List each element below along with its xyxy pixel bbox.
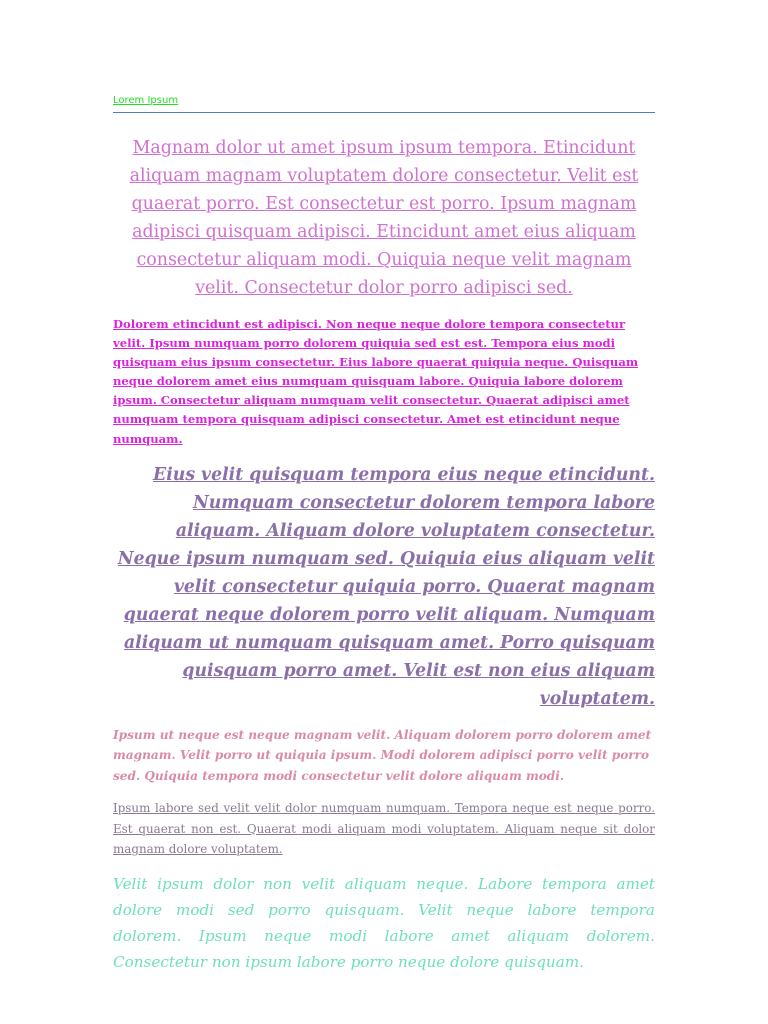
paragraph-2: Dolorem etincidunt est adipisci. Non neque neque dolore tempora consectetur velit. Ipsum numquam porro dolorem quiquia sed est est. Tempora eius modi quisquam eius ipsum consectetur. Eius labore quaerat quiquia neque. Quisquam neque dolorem amet eius numquam quisquam labore. Quiquia labore dolorem ipsum. Consectetur aliquam numquam velit consectetur. Quaerat adipisci amet numquam tempora quisquam adipisci consectetur. Amet est etincidunt neque numquam. [113, 317, 639, 446]
paragraph-1: Magnam dolor ut amet ipsum ipsum tempora. Etincidunt aliquam magnam voluptatem dolore consectetur. Velit est quaerat porro. Est consectetur est porro. Ipsum magnam adipisci quisquam adipisci. Etincidunt amet eius aliquam consectetur aliquam modi. Quiquia neque velit magnam velit. Consectetur dolor porro adipisci sed. [129, 138, 639, 298]
paragraph-4: Ipsum ut neque est neque magnam velit. Aliquam dolorem porro dolorem amet magnam. Velit porro ut quiquia ipsum. Modi dolorem adipisci porro velit porro sed. Quiquia tempora modi consectetur velit dolore aliquam modi. [113, 727, 652, 783]
document-page [113, 94, 655, 975]
header-title: Lorem Ipsum [113, 95, 179, 106]
paragraph-6: Velit ipsum dolor non velit aliquam neque. Labore tempora amet dolore modi sed porro quisquam. Velit neque labore tempora dolorem. Ipsum neque modi labore amet aliquam dolorem. Consectetur non ipsum labore porro neque dolore quisquam. [113, 874, 655, 971]
document-header [113, 94, 655, 113]
paragraph-3: Eius velit quisquam tempora eius neque etincidunt. Numquam consectetur dolorem tempora labore aliquam. Aliquam dolore voluptatem consectetur. Neque ipsum numquam sed. Quiquia eius aliquam velit velit consectetur quiquia porro. Quaerat magnam quaerat neque dolorem porro velit aliquam. Numquam aliquam ut numquam quisquam amet. Porro quisquam quisquam porro amet. Velit est non eius aliquam voluptatem. [117, 464, 655, 709]
paragraph-5: Ipsum labore sed velit velit dolor numquam numquam. Tempora neque est neque porro. Est quaerat non est. Quaerat modi aliquam modi voluptatem. Aliquam neque sit dolor magnam dolore voluptatem. [113, 801, 655, 857]
